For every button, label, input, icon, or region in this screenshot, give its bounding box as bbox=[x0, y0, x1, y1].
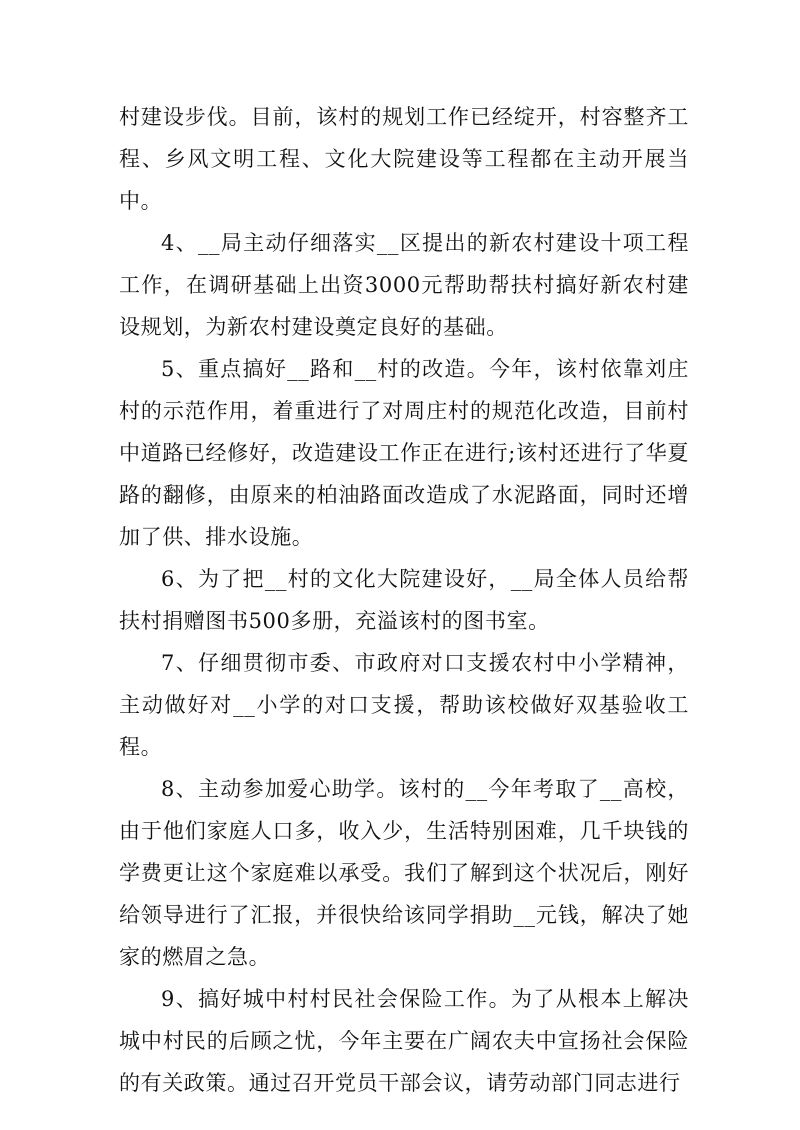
paragraph-item-9: 9、搞好城中村村民社会保险工作。为了从根本上解决城中村民的后顾之忧，今年主要在广阔农夫中宣扬社会保险的有关政策。通过召开党员干部会议，请劳动部门同志进行 bbox=[119, 987, 689, 1095]
paragraph-item-6: 6、为了把__村的文化大院建设好，__局全体人员给帮扶村捐赠图书500多册，充溢该村的图书室。 bbox=[119, 567, 689, 633]
paragraph-item-7: 7、仔细贯彻市委、市政府对口支援农村中小学精神，主动做好对__小学的对口支援，帮助该校做好双基验收工程。 bbox=[119, 651, 689, 759]
paragraph-item-5: 5、重点搞好__路和__村的改造。今年，该村依靠刘庄村的示范作用，着重进行了对周庄村的规范化改造，目前村中道路已经修好，改造建设工作正在进行;该村还进行了华夏路的翻修，由原来的柏油路面改造成了水泥路面，同时还增加了供、排水设施。 bbox=[119, 357, 689, 549]
document-body bbox=[119, 96, 689, 1104]
paragraph-item-4: 4、__局主动仔细落实__区提出的新农村建设十项工程工作，在调研基础上出资3000元帮助帮扶村搞好新农村建设规划，为新农村建设奠定良好的基础。 bbox=[119, 231, 689, 339]
paragraph-continuation: 村建设步伐。目前，该村的规划工作已经绽开，村容整齐工程、乡风文明工程、文化大院建设等工程都在主动开展当中。 bbox=[119, 105, 689, 213]
paragraph-item-8: 8、主动参加爱心助学。该村的__今年考取了__高校，由于他们家庭人口多，收入少，生活特别困难，几千块钱的学费更让这个家庭难以承受。我们了解到这个状况后，刚好给领导进行了汇报，并很快给该同学捐助__元钱，解决了她家的燃眉之急。 bbox=[119, 777, 689, 969]
